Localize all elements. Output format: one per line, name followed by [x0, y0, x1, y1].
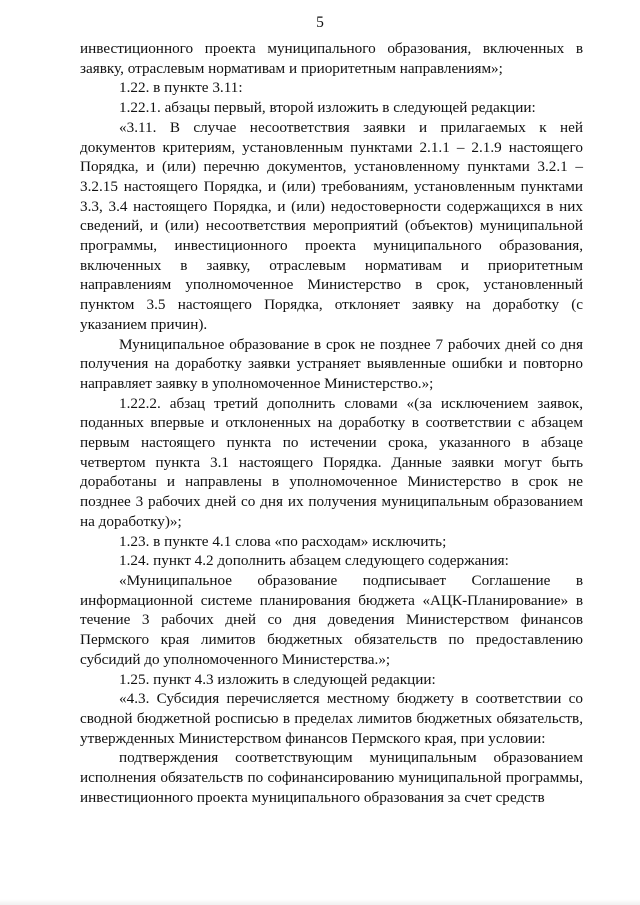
paragraph-item-1-22: 1.22. в пункте 3.11: [119, 79, 243, 97]
paragraph-item-1-24: 1.24. пункт 4.2 дополнить абзацем следующего содержания: [119, 552, 509, 570]
paragraph-quote-agreement: «Муниципальное образование подписывает Соглашение в информационной системе планирования бюджета «АЦК-Планирование» в течение 3 рабочих дней со дня доведения Министерством финансов Пермского края лимитов бюджетных обязательств по предоставлению субсидий до уполномоченного Министерства.»; [80, 571, 583, 668]
paragraph-item-1-22-1: 1.22.1. абзацы первый, второй изложить в следующей редакции: [119, 99, 536, 117]
scan-edge-shadow [0, 899, 640, 905]
page-number: 5 [316, 14, 324, 31]
paragraph-item-1-23: 1.23. в пункте 4.1 слова «по расходам» исключить; [119, 532, 447, 550]
paragraph-municipal-deadline: Муниципальное образование в срок не позднее 7 рабочих дней со дня получения на доработку заявки устраняет выявленные ошибки и повторно направляет заявку в уполномоченное Министерство.»; [80, 335, 583, 392]
document-body [80, 39, 583, 807]
paragraph-item-1-22-2: 1.22.2. абзац третий дополнить словами «(за исключением заявок, поданных впервые и отклоненных на доработку в соответствии с абзацем первым настоящего пункта по истечении срока, указанного в абзаце четвертом пункта 3.1 настоящего Порядка. Данные заявки могут быть доработаны и направлены в уполномоченное Министерство в срок не позднее 3 рабочих дней со дня их получения муниципальным образованием на доработку)»; [80, 394, 583, 530]
paragraph-item-1-25: 1.25. пункт 4.3 изложить в следующей редакции: [119, 670, 436, 688]
paragraph-quote-4-3: «4.3. Субсидия перечисляется местному бюджету в соответствии со сводной бюджетной росписью в пределах лимитов бюджетных обязательств, утвержденных Министерством финансов Пермского края, при условии: [80, 690, 583, 747]
paragraph-continuation: инвестиционного проекта муниципального образования, включенных в заявку, отраслевым нормативам и приоритетным направлениям»; [80, 40, 583, 77]
paragraph-confirmation: подтверждения соответствующим муниципальным образованием исполнения обязательств по софинансированию муниципальной программы, инвестиционного проекта муниципального образования за счет средств [80, 749, 583, 806]
paragraph-quote-3-11: «3.11. В случае несоответствия заявки и прилагаемых к ней документов критериям, установленным пунктами 2.1.1 – 2.1.9 настоящего Порядка, и (или) перечню документов, установленному пунктами 3.2.1 – 3.2.15 настоящего Порядка, и (или) требованиям, установленным пунктами 3.3, 3.4 настоящего Порядка, и (или) недостоверности содержащихся в них сведений, и (или) несоответствия мероприятий (объектов) муниципальной программы, инвестиционного проекта муниципального образования, включенных в заявку, отраслевым нормативам и приоритетным направлениям уполномоченное Министерство в срок, установленный пунктом 3.5 настоящего Порядка, отклоняет заявку на доработку (с указанием причин). [80, 118, 583, 333]
